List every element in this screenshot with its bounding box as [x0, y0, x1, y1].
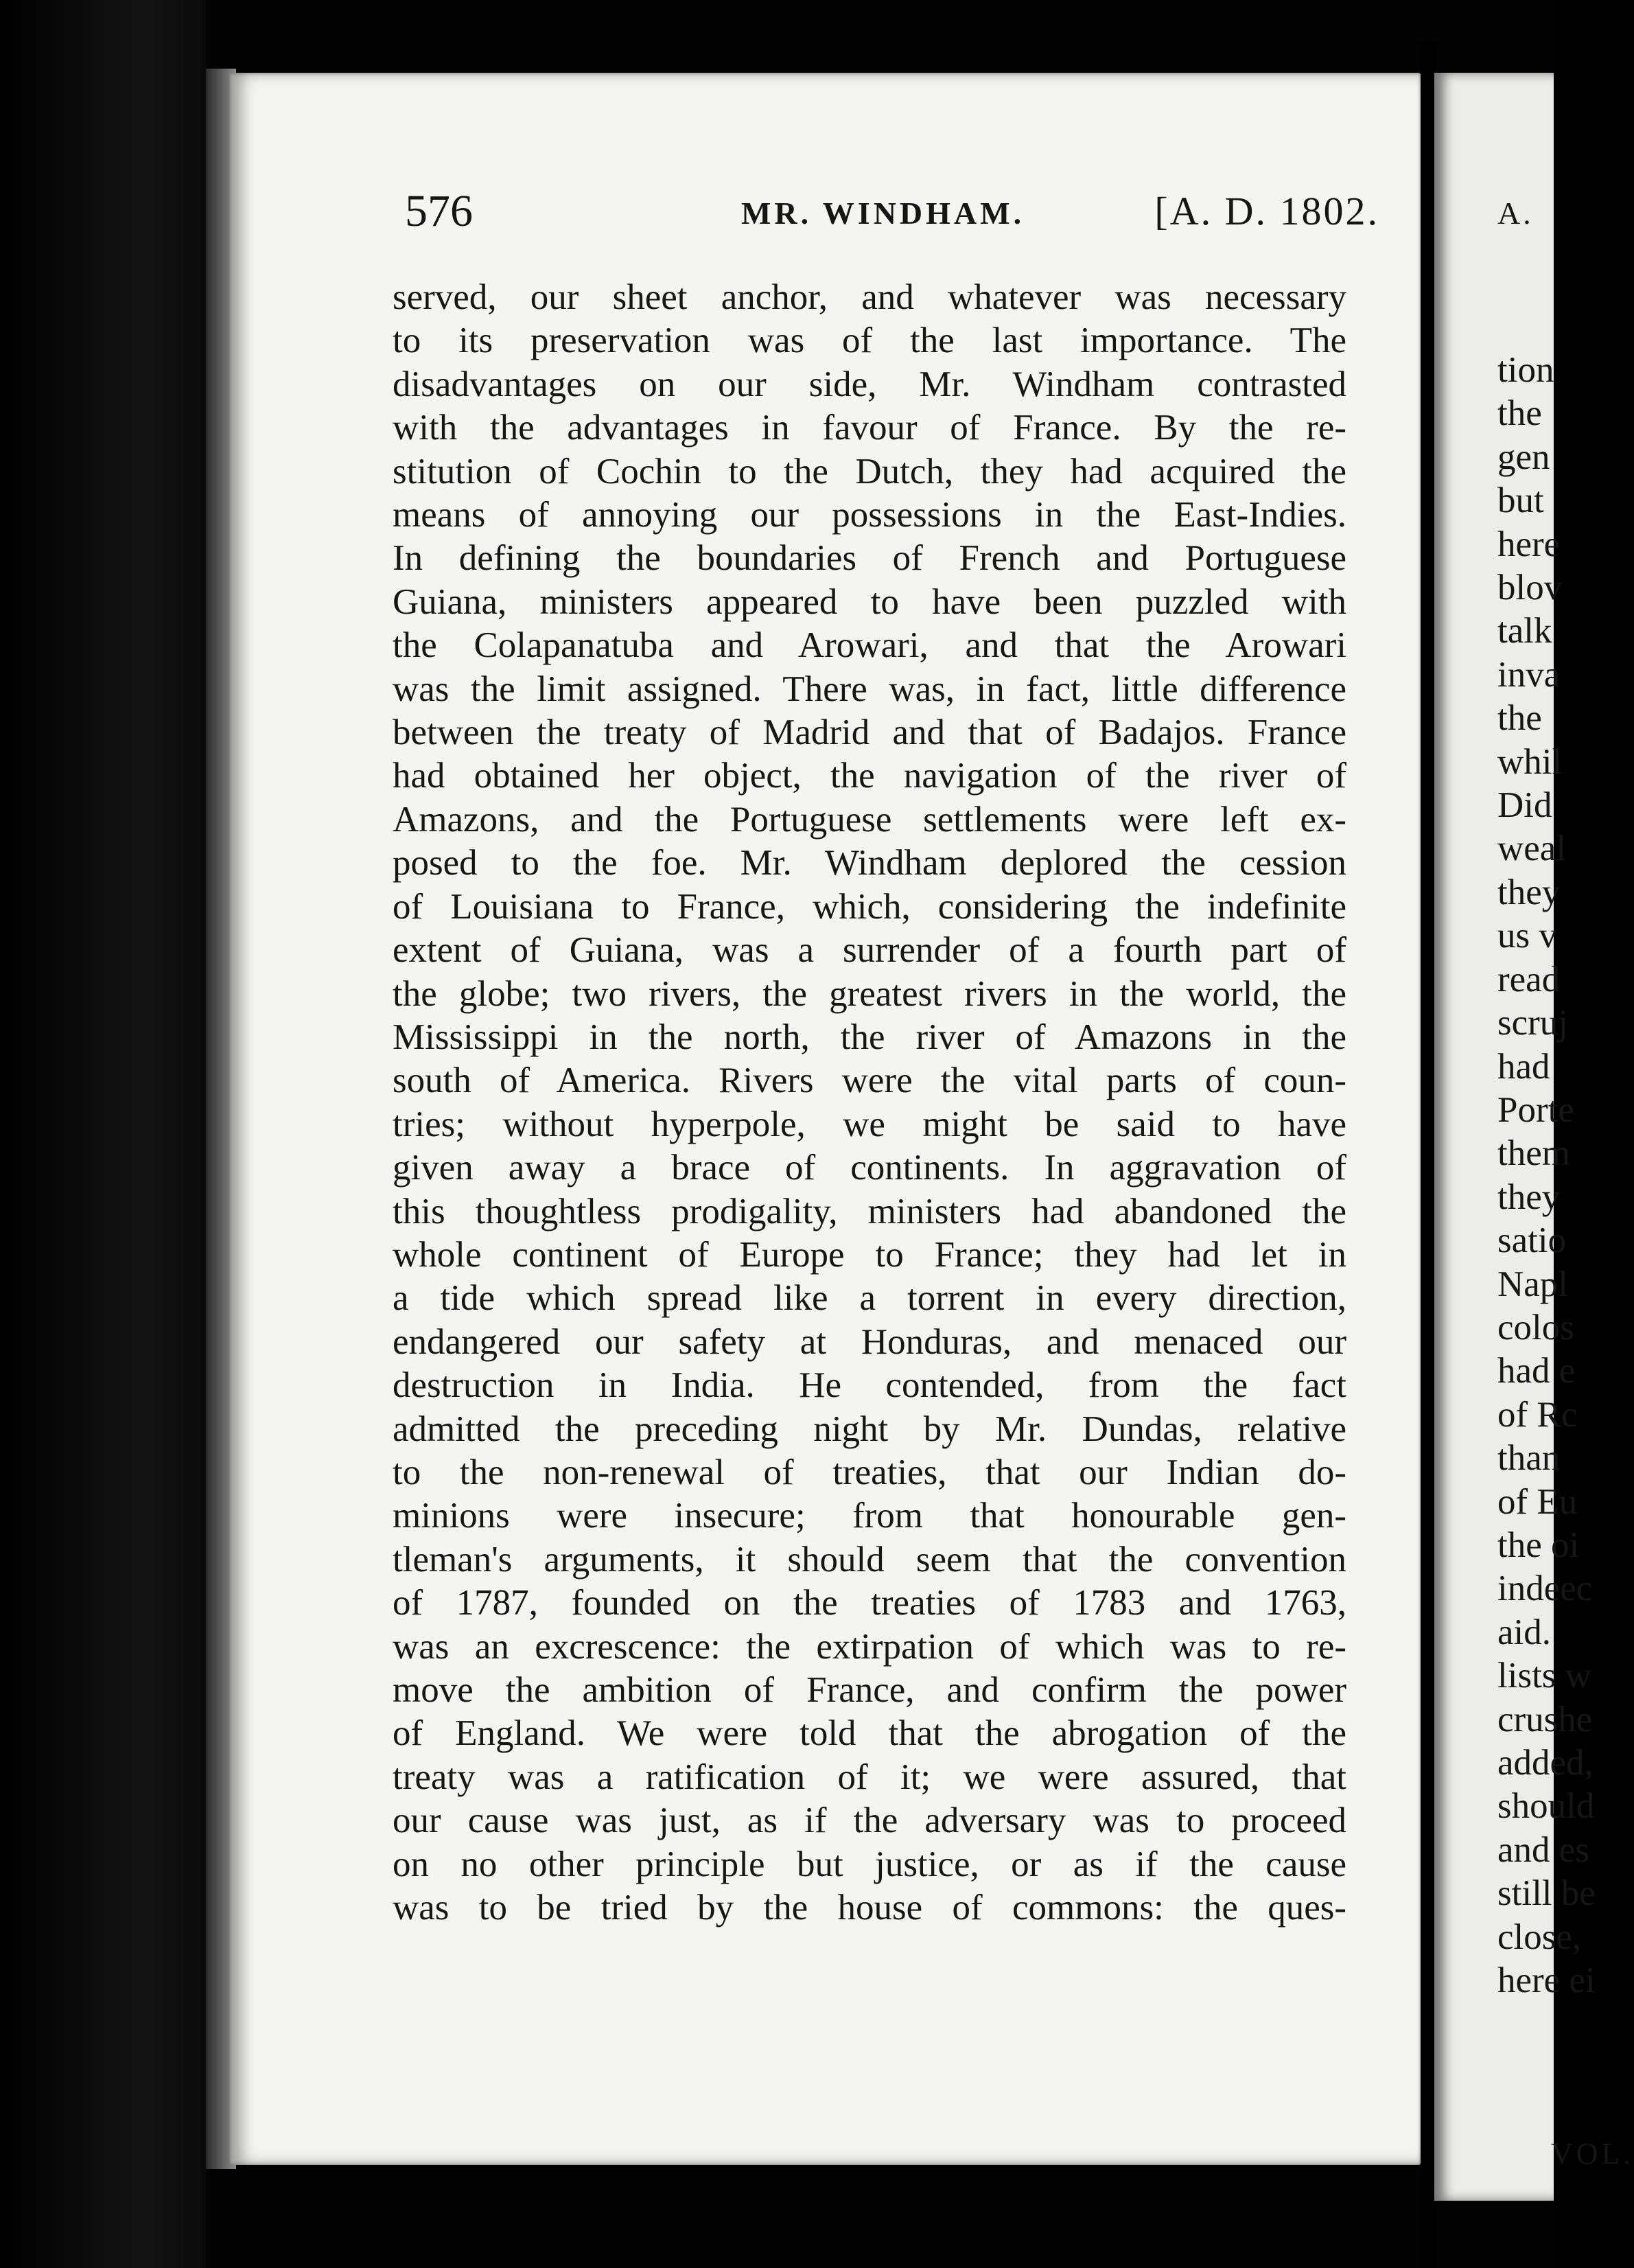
- text-line: had e: [1497, 1351, 1576, 1391]
- text-line: our cause was just, as if the adversary was to proceed: [393, 1801, 1346, 1841]
- text-line: of 1787, founded on the treaties of 1783 and 1763,: [393, 1583, 1346, 1623]
- text-line: lists w: [1497, 1656, 1591, 1696]
- text-line: disadvantages on our side, Mr. Windham contrasted: [393, 364, 1346, 404]
- text-line: read: [1497, 959, 1561, 999]
- text-line: had: [1497, 1046, 1550, 1087]
- text-line: talk: [1497, 611, 1552, 651]
- text-line: satio: [1497, 1220, 1567, 1261]
- text-line: the globe; two rivers, the greatest rivers in the world, the: [393, 973, 1346, 1014]
- text-line: us v: [1497, 916, 1557, 956]
- text-line: Porte: [1497, 1089, 1574, 1130]
- text-line: the Colapanatuba and Arowari, and that the Arowari: [393, 625, 1346, 666]
- text-line: the: [1497, 698, 1542, 739]
- text-line: here: [1497, 524, 1561, 564]
- text-line: still be: [1497, 1873, 1596, 1914]
- right-page-header: A.: [1497, 196, 1534, 231]
- text-line: south of America. Rivers were the vital parts of coun-: [393, 1061, 1346, 1101]
- text-line: was to be tried by the house of commons: the ques-: [393, 1888, 1346, 1928]
- text-line: to its preservation was of the last importance. The: [393, 321, 1346, 361]
- text-line: given away a brace of continents. In aggravation of: [393, 1148, 1346, 1188]
- text-line: they: [1497, 1177, 1561, 1217]
- text-line: colos: [1497, 1307, 1574, 1347]
- text-line: posed to the foe. Mr. Windham deplored the cession: [393, 843, 1346, 883]
- text-line: Amazons, and the Portuguese settlements were left ex-: [393, 799, 1346, 840]
- text-line: treaty was a ratification of it; we were assured, that: [393, 1757, 1346, 1797]
- text-line: blov: [1497, 568, 1563, 608]
- text-line: endangered our safety at Honduras, and menaced our: [393, 1321, 1346, 1362]
- text-line: Mississippi in the north, the river of Amazons in the: [393, 1017, 1346, 1057]
- text-line: whole continent of Europe to France; they had let in: [393, 1234, 1346, 1275]
- text-line: they: [1497, 872, 1561, 912]
- text-line: minions were insecure; from that honourable gen-: [393, 1496, 1346, 1536]
- text-line: Napl: [1497, 1264, 1569, 1304]
- text-line: whil: [1497, 741, 1563, 782]
- text-line: of Eu: [1497, 1481, 1578, 1522]
- text-line: destruction in India. He contended, from the fact: [393, 1365, 1346, 1406]
- text-line: Did: [1497, 785, 1552, 826]
- text-line: with the advantages in favour of France. By the re-: [393, 408, 1346, 448]
- text-line: inva: [1497, 654, 1561, 695]
- text-line: of Louisiana to France, which, considering the indefinite: [393, 886, 1346, 927]
- text-line: and es: [1497, 1829, 1589, 1870]
- text-line: was the limit assigned. There was, in fact, little difference: [393, 669, 1346, 709]
- text-line: between the treaty of Madrid and that of Badajos. France: [393, 713, 1346, 753]
- text-line: scruj: [1497, 1003, 1569, 1043]
- text-line: close,: [1497, 1917, 1582, 1957]
- text-line: move the ambition of France, and confirm the power: [393, 1670, 1346, 1710]
- text-line: gen: [1497, 437, 1550, 477]
- text-line: means of annoying our possessions in the East-Indies.: [393, 495, 1346, 535]
- text-line: extent of Guiana, was a surrender of a fourth part of: [393, 930, 1346, 971]
- text-line: indeec: [1497, 1569, 1593, 1609]
- right-page-text: [1497, 349, 1596, 2002]
- text-line: to the non-renewal of treaties, that our Indian do-: [393, 1452, 1346, 1492]
- text-line: tion: [1497, 350, 1554, 390]
- right-page: [1434, 73, 1634, 2201]
- text-line: on no other principle but justice, or as if the cause: [393, 1844, 1346, 1884]
- text-line: a tide which spread like a torrent in every direction,: [393, 1278, 1346, 1319]
- text-line: Guiana, ministers appeared to have been puzzled with: [393, 581, 1346, 622]
- text-line: stitution of Cochin to the Dutch, they had acquired the: [393, 451, 1346, 491]
- page-number: 576: [405, 186, 473, 236]
- page-header: [405, 185, 1379, 240]
- running-title: MR. WINDHAM.: [741, 196, 1025, 231]
- text-line: of Rc: [1497, 1394, 1578, 1435]
- text-line: served, our sheet anchor, and whatever was necessary: [393, 277, 1346, 317]
- book-binding-edge: [0, 0, 206, 2268]
- text-line: was an excrescence: the extirpation of which was to re-: [393, 1626, 1346, 1667]
- text-line: crushe: [1497, 1699, 1593, 1739]
- text-line: of England. We were told that the abrogation of the: [393, 1713, 1346, 1754]
- text-line: but: [1497, 481, 1544, 521]
- text-line: here ei: [1497, 1960, 1596, 2001]
- text-line: added,: [1497, 1743, 1594, 1783]
- text-line: this thoughtless prodigality, ministers had abandoned the: [393, 1191, 1346, 1231]
- text-line: tries; without hyperpole, we might be said to have: [393, 1104, 1346, 1144]
- text-line: the: [1497, 393, 1542, 434]
- right-page-footer: VOL.: [1551, 2137, 1634, 2171]
- text-line: weal: [1497, 829, 1567, 869]
- text-line: had obtained her object, the navigation of the river of: [393, 756, 1346, 796]
- header-date: [A. D. 1802.: [1154, 189, 1379, 233]
- text-line: In defining the boundaries of French and Portuguese: [393, 538, 1346, 579]
- text-line: than: [1497, 1438, 1561, 1479]
- text-line: should: [1497, 1786, 1595, 1827]
- body-text: [393, 276, 1346, 1930]
- text-line: admitted the preceding night by Mr. Dundas, relative: [393, 1409, 1346, 1449]
- text-line: them: [1497, 1133, 1570, 1174]
- text-line: tleman's arguments, it should seem that the convention: [393, 1539, 1346, 1579]
- text-line: aid.: [1497, 1612, 1551, 1652]
- text-line: the oi: [1497, 1525, 1580, 1565]
